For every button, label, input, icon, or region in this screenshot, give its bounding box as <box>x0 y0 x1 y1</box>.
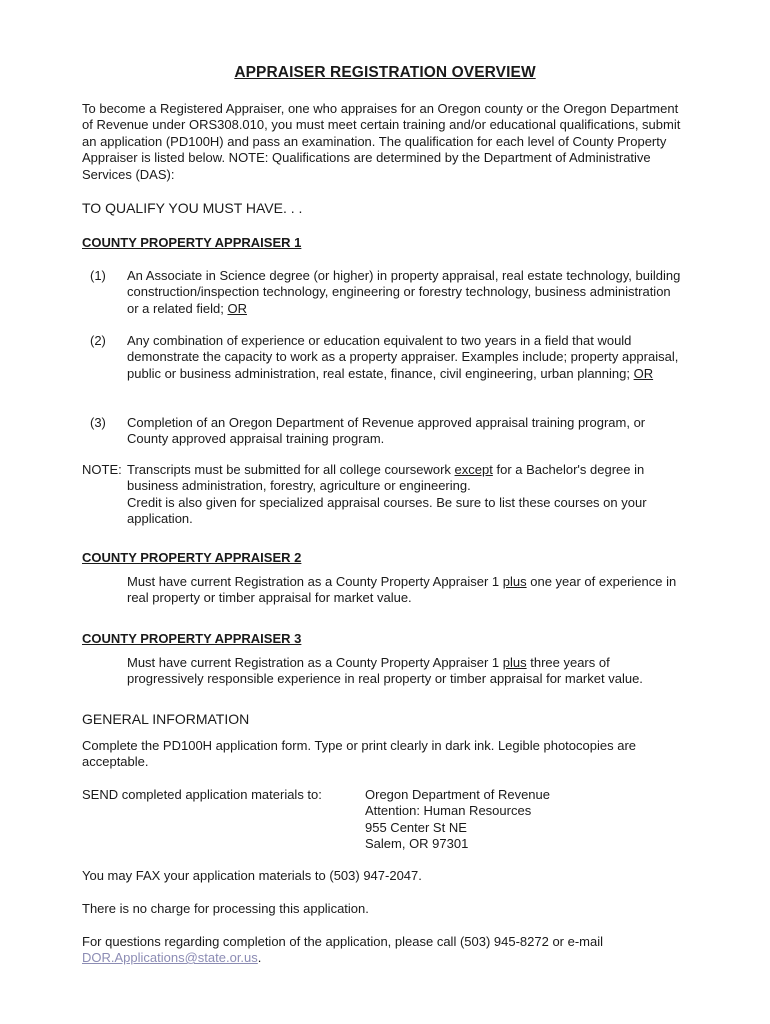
item-text: Any combination of experience or education equivalent to two years in a field that would demonstrate the capacity to work as a property appraiser. Examples include; property appraisal, public or business administration, real estate, finance, civil engineering, urban planning; <box>127 333 679 381</box>
email-link[interactable]: DOR.Applications@state.or.us <box>82 950 258 965</box>
requirement-post: one year of experience in real property or timber appraisal for market value. <box>127 574 677 606</box>
note-pre: Transcripts must be submitted for all college coursework <box>127 462 451 477</box>
send-label: SEND completed application materials to: <box>82 787 322 802</box>
fax-text: You may FAX your application materials to (503) 947-2047. <box>82 868 422 883</box>
note-post: for a Bachelor's degree in business administration, forestry, agriculture or engineering. <box>127 462 645 494</box>
mailing-address <box>365 787 550 853</box>
or-connector: OR <box>633 365 654 381</box>
requirement-plus: plus <box>502 574 527 589</box>
email-period: . <box>257 950 262 965</box>
or-connector: OR <box>227 300 247 316</box>
appraiser-1-heading: COUNTY PROPERTY APPRAISER 1 <box>82 235 302 250</box>
no-charge-text: There is no charge for processing this application. <box>82 901 369 916</box>
intro-paragraph: To become a Registered Appraiser, one who appraises for an Oregon county or the Oregon Department of Revenue under ORS308.010, you must meet certain training and/or educational qualifications, submit an application (PD100H) and pass an examination. The qualification for each level of County Property Appraiser is listed below. NOTE: Qualifications are determined by the Department of Administrative Services (DAS): <box>82 101 681 182</box>
address-line: Oregon Department of Revenue <box>365 787 550 802</box>
address-line: Attention: Human Resources <box>365 803 532 819</box>
list-item <box>127 268 682 317</box>
appraiser-2-heading: COUNTY PROPERTY APPRAISER 2 <box>82 550 302 565</box>
email-line <box>82 950 261 966</box>
appraiser-3-requirement <box>127 655 682 688</box>
page-title: APPRAISER REGISTRATION OVERVIEW <box>234 64 536 81</box>
note-except: except <box>454 462 493 477</box>
note-label: NOTE: <box>82 462 122 477</box>
general-complete-text: Complete the PD100H application form. Type or print clearly in dark ink. Legible photocopies are acceptable. <box>82 738 637 770</box>
appraiser-3-heading: COUNTY PROPERTY APPRAISER 3 <box>82 631 302 646</box>
item-text: Completion of an Oregon Department of Revenue approved appraisal training program, or County approved appraisal training program. <box>127 415 646 447</box>
item-number: (2) <box>90 333 106 348</box>
general-info-heading: GENERAL INFORMATION <box>82 711 250 727</box>
item-number: (1) <box>90 268 106 283</box>
note-credit: Credit is also given for specialized appraisal courses. Be sure to list these courses on your application. <box>127 495 647 527</box>
item-number: (3) <box>90 415 106 430</box>
address-line: 955 Center St NE <box>365 819 467 835</box>
item-text: An Associate in Science degree (or higher) in property appraisal, real estate technology, building construction/inspection technology, engineering or forestry technology, business administration or a related field; <box>127 268 681 316</box>
note-text <box>127 462 687 495</box>
list-item <box>127 333 682 382</box>
questions-text: For questions regarding completion of the application, please call (503) 945-8272 or e-mail <box>82 934 604 949</box>
requirement-pre: Must have current Registration as a County Property Appraiser 1 <box>127 574 500 589</box>
list-item <box>127 415 682 448</box>
requirement-plus: plus <box>502 655 527 670</box>
appraiser-2-requirement <box>127 574 682 607</box>
address-line: Salem, OR 97301 <box>365 836 469 852</box>
qualify-heading: TO QUALIFY YOU MUST HAVE. . . <box>82 200 303 216</box>
requirement-post: three years of progressively responsible experience in real property or timber appraisal for market value. <box>127 655 643 687</box>
requirement-pre: Must have current Registration as a County Property Appraiser 1 <box>127 655 500 670</box>
